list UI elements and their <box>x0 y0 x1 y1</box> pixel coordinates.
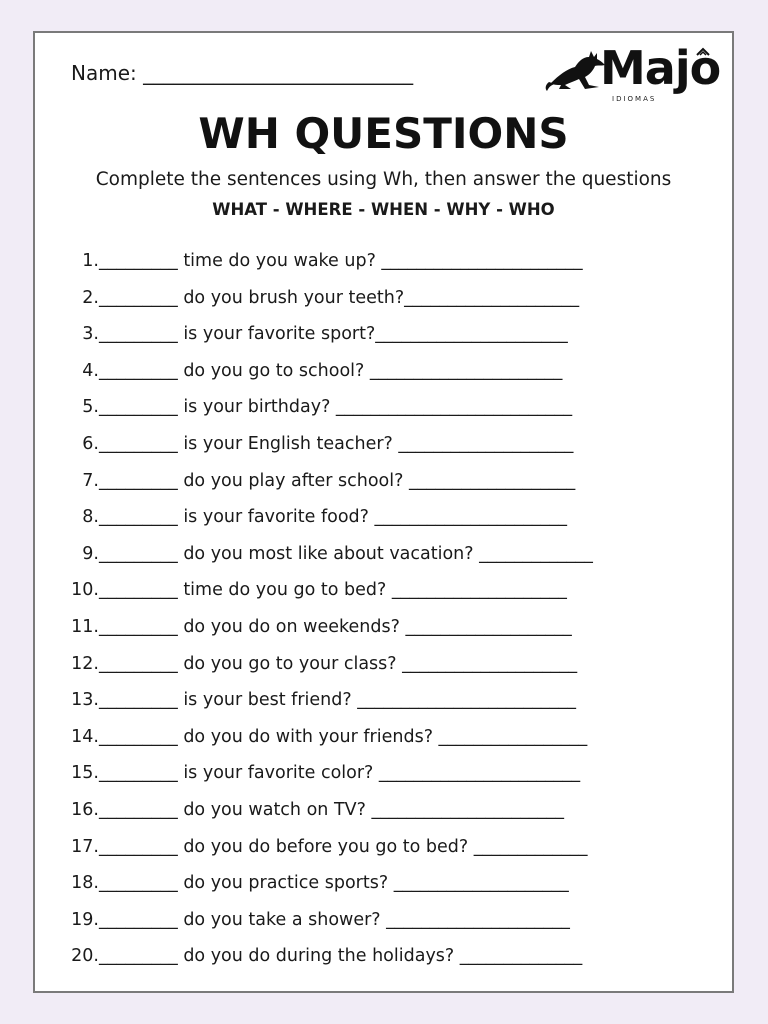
question-number: 19. <box>71 909 99 930</box>
brand-logo <box>545 43 720 108</box>
name-field-line[interactable]: Name: ___________________________ <box>71 61 414 85</box>
logo-wordmark: Majo <box>600 41 721 95</box>
instructions: Complete the sentences using Wh, then answer the questions <box>95 169 672 190</box>
question-number: 17. <box>71 836 99 857</box>
question-text: _________ is your favorite sport?______________________ <box>99 324 568 345</box>
question-text: _________ do you do on weekends? ___________________ <box>99 616 572 637</box>
question-list <box>65 243 593 975</box>
page-title: WH QUESTIONS <box>198 109 569 158</box>
question-text: _________ do you do with your friends? _________________ <box>99 726 588 747</box>
question-item[interactable] <box>65 353 593 390</box>
question-text: _________ do you do during the holidays? ______________ <box>99 946 583 967</box>
question-number: 20. <box>71 946 99 967</box>
question-item[interactable] <box>65 755 593 792</box>
question-number: 6. <box>82 433 99 454</box>
question-text: _________ is your favorite food? ______________________ <box>99 507 567 528</box>
question-item[interactable] <box>65 389 593 426</box>
question-item[interactable] <box>65 938 593 975</box>
question-text: _________ do you play after school? ___________________ <box>99 470 576 491</box>
logo-subtitle: IDIOMAS <box>612 95 657 103</box>
accent-mark-icon <box>695 47 711 57</box>
question-number: 1. <box>82 251 99 271</box>
question-item[interactable] <box>65 829 593 866</box>
question-number: 4. <box>82 360 99 381</box>
question-item[interactable] <box>65 609 593 646</box>
question-item[interactable] <box>65 499 593 536</box>
question-text: _________ time do you wake up? _______________________ <box>99 251 583 271</box>
question-text: _________ is your birthday? ___________________________ <box>99 397 573 418</box>
question-item[interactable] <box>65 463 593 500</box>
question-item[interactable] <box>65 719 593 756</box>
question-number: 18. <box>71 873 99 894</box>
question-text: _________ do you watch on TV? ______________________ <box>99 799 564 820</box>
question-text: _________ do you go to school? ______________________ <box>99 360 563 381</box>
question-number: 12. <box>71 653 99 674</box>
question-number: 16. <box>71 799 99 820</box>
word-bank: WHAT - WHERE - WHEN - WHY - WHO <box>212 200 555 219</box>
question-number: 5. <box>82 397 99 418</box>
question-text: _________ do you go to your class? ____________________ <box>99 653 578 674</box>
question-item[interactable] <box>65 243 593 280</box>
question-item[interactable] <box>65 316 593 353</box>
question-item[interactable] <box>65 572 593 609</box>
question-text: _________ do you do before you go to bed? _____________ <box>99 836 588 857</box>
worksheet <box>33 31 734 993</box>
question-text: _________ do you most like about vacation? _____________ <box>99 543 593 564</box>
question-number: 14. <box>71 726 99 747</box>
question-item[interactable] <box>65 646 593 683</box>
question-number: 8. <box>82 507 99 528</box>
question-item[interactable] <box>65 902 593 939</box>
question-number: 11. <box>71 616 99 637</box>
question-text: _________ is your English teacher? ____________________ <box>99 433 574 454</box>
question-item[interactable] <box>65 536 593 573</box>
question-number: 10. <box>71 580 99 601</box>
question-text: _________ do you brush your teeth?____________________ <box>99 287 580 308</box>
question-text: _________ do you take a shower? _____________________ <box>99 909 570 930</box>
question-item[interactable] <box>65 792 593 829</box>
question-number: 9. <box>82 543 99 564</box>
question-number: 13. <box>71 690 99 711</box>
question-text: _________ time do you go to bed? ____________________ <box>99 580 567 601</box>
question-item[interactable] <box>65 280 593 317</box>
question-number: 3. <box>82 324 99 345</box>
question-number: 15. <box>71 763 99 784</box>
question-text: _________ is your favorite color? _______________________ <box>99 763 581 784</box>
question-item[interactable] <box>65 682 593 719</box>
question-text: _________ is your best friend? _________________________ <box>99 690 576 711</box>
question-text: _________ do you practice sports? ____________________ <box>99 873 569 894</box>
question-item[interactable] <box>65 426 593 463</box>
question-item[interactable] <box>65 865 593 902</box>
question-number: 7. <box>82 470 99 491</box>
question-number: 2. <box>82 287 99 308</box>
